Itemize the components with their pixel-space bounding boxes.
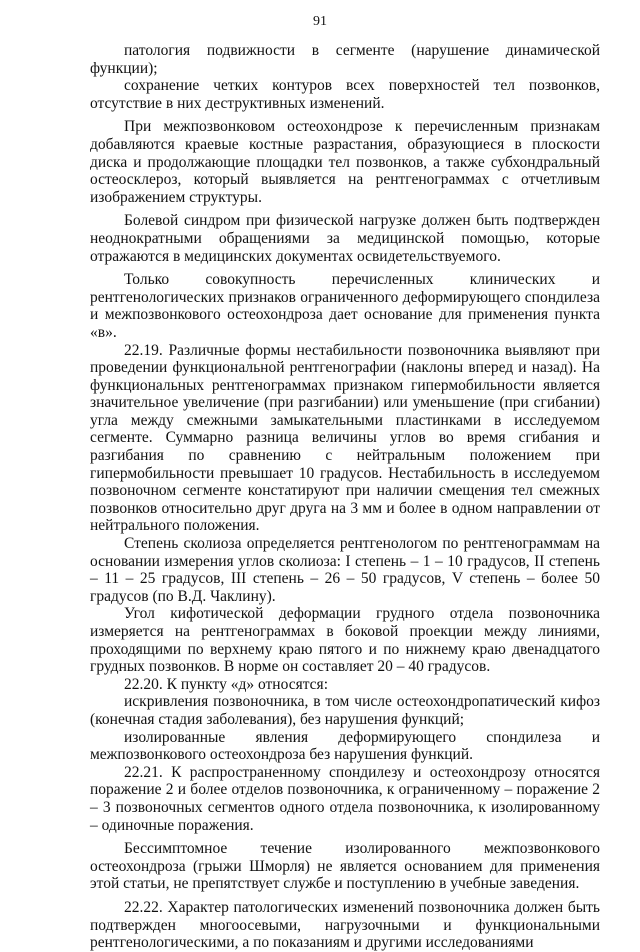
paragraph: изолированные явления деформирующего спондилеза и межпозвонкового остеохондроза без нарушения функций. — [90, 728, 600, 764]
paragraph: Степень сколиоза определяется рентгенологом по рентгенограммам на основании измерения углов сколиоза: I степень – 1 – 10 градусов, II степень – 11 – 25 градусов, III степень – 26 – 50 градусов, V степень – более 50 градусов (по В.Д. Чаклину). — [90, 535, 600, 605]
paragraph: 22.20. К пункту «д» относятся: — [124, 675, 328, 693]
paragraph: Болевой синдром при физической нагрузке должен быть подтвержден неоднократными обращениями за медицинской помощью, которые отражаются в медицинских документах освидетельствуемого. — [90, 212, 600, 265]
paragraph: Бессимптомное течение изолированного межпозвонкового остеохондроза (грыжи Шморля) не является основанием для применения этой статьи, не препятствует службе и поступлению в учебные заведения. — [90, 840, 600, 893]
document-body — [90, 42, 600, 952]
page-number: 91 — [313, 14, 327, 29]
paragraph: 22.21. К распространенному спондилезу и остеохондрозу относятся поражение 2 и более отделов позвоночника, к ограниченному – поражение 2 – 3 позвоночных сегментов одного отдела позвоночника, к изолированному – одиночные поражения. — [90, 763, 600, 834]
paragraph: 22.19. Различные формы нестабильности позвоночника выявляют при проведении функциональной рентгенографии (наклоны вперед и назад). На функциональных рентгенограммах признаком гипермобильности является значительное увеличение (при разгибании) или уменьшение (при сгибании) угла между смежными замыкательными пластинками в исследуемом сегменте. Суммарно разница величины углов во время сгибания и разгибания по сравнению с нейтральным положением при гипермобильности превышает 10 градусов. Нестабильность в исследуемом позвоночном сегменте констатируют при наличии смещения тел смежных позвонков относительно друг друга на 3 мм и более в одном направлении от нейтрального положения. — [90, 341, 600, 535]
paragraph: патология подвижности в сегменте (нарушение динамической функции); — [90, 42, 600, 77]
paragraph: При межпозвонковом остеохондрозе к перечисленным признакам добавляются краевые костные разрастания, образующиеся в плоскости диска и продолжающие площадки тел позвонков, а также субхондральный остеосклероз, который выявляется на рентгенограммах с отчетливым изображением структуры. — [90, 118, 600, 206]
paragraph: Только совокупность перечисленных клинических и рентгенологических признаков ограниченного деформирующего спондилеза и межпозвонкового остеохондроза дает основание для применения пункта «в». — [90, 271, 600, 341]
paragraph: Угол кифотической деформации грудного отдела позвоночника измеряется на рентгенограммах в боковой проекции между линиями, проходящими по верхнему краю пятого и по нижнему краю двенадцатого грудных позвонков. В норме он составляет 20 – 40 градусов. — [90, 605, 600, 676]
paragraph: искривления позвоночника, в том числе остеохондропатический кифоз (конечная стадия заболевания), без нарушения функций; — [90, 693, 600, 728]
paragraph: сохранение четких контуров всех поверхностей тел позвонков, отсутствие в них деструктивных изменений. — [90, 77, 600, 112]
paragraph: 22.22. Характер патологических изменений позвоночника должен быть подтвержден многоосевыми, нагрузочными и функциональными рентгенологическими, а по показаниям и другими исследованиями — [90, 898, 600, 952]
